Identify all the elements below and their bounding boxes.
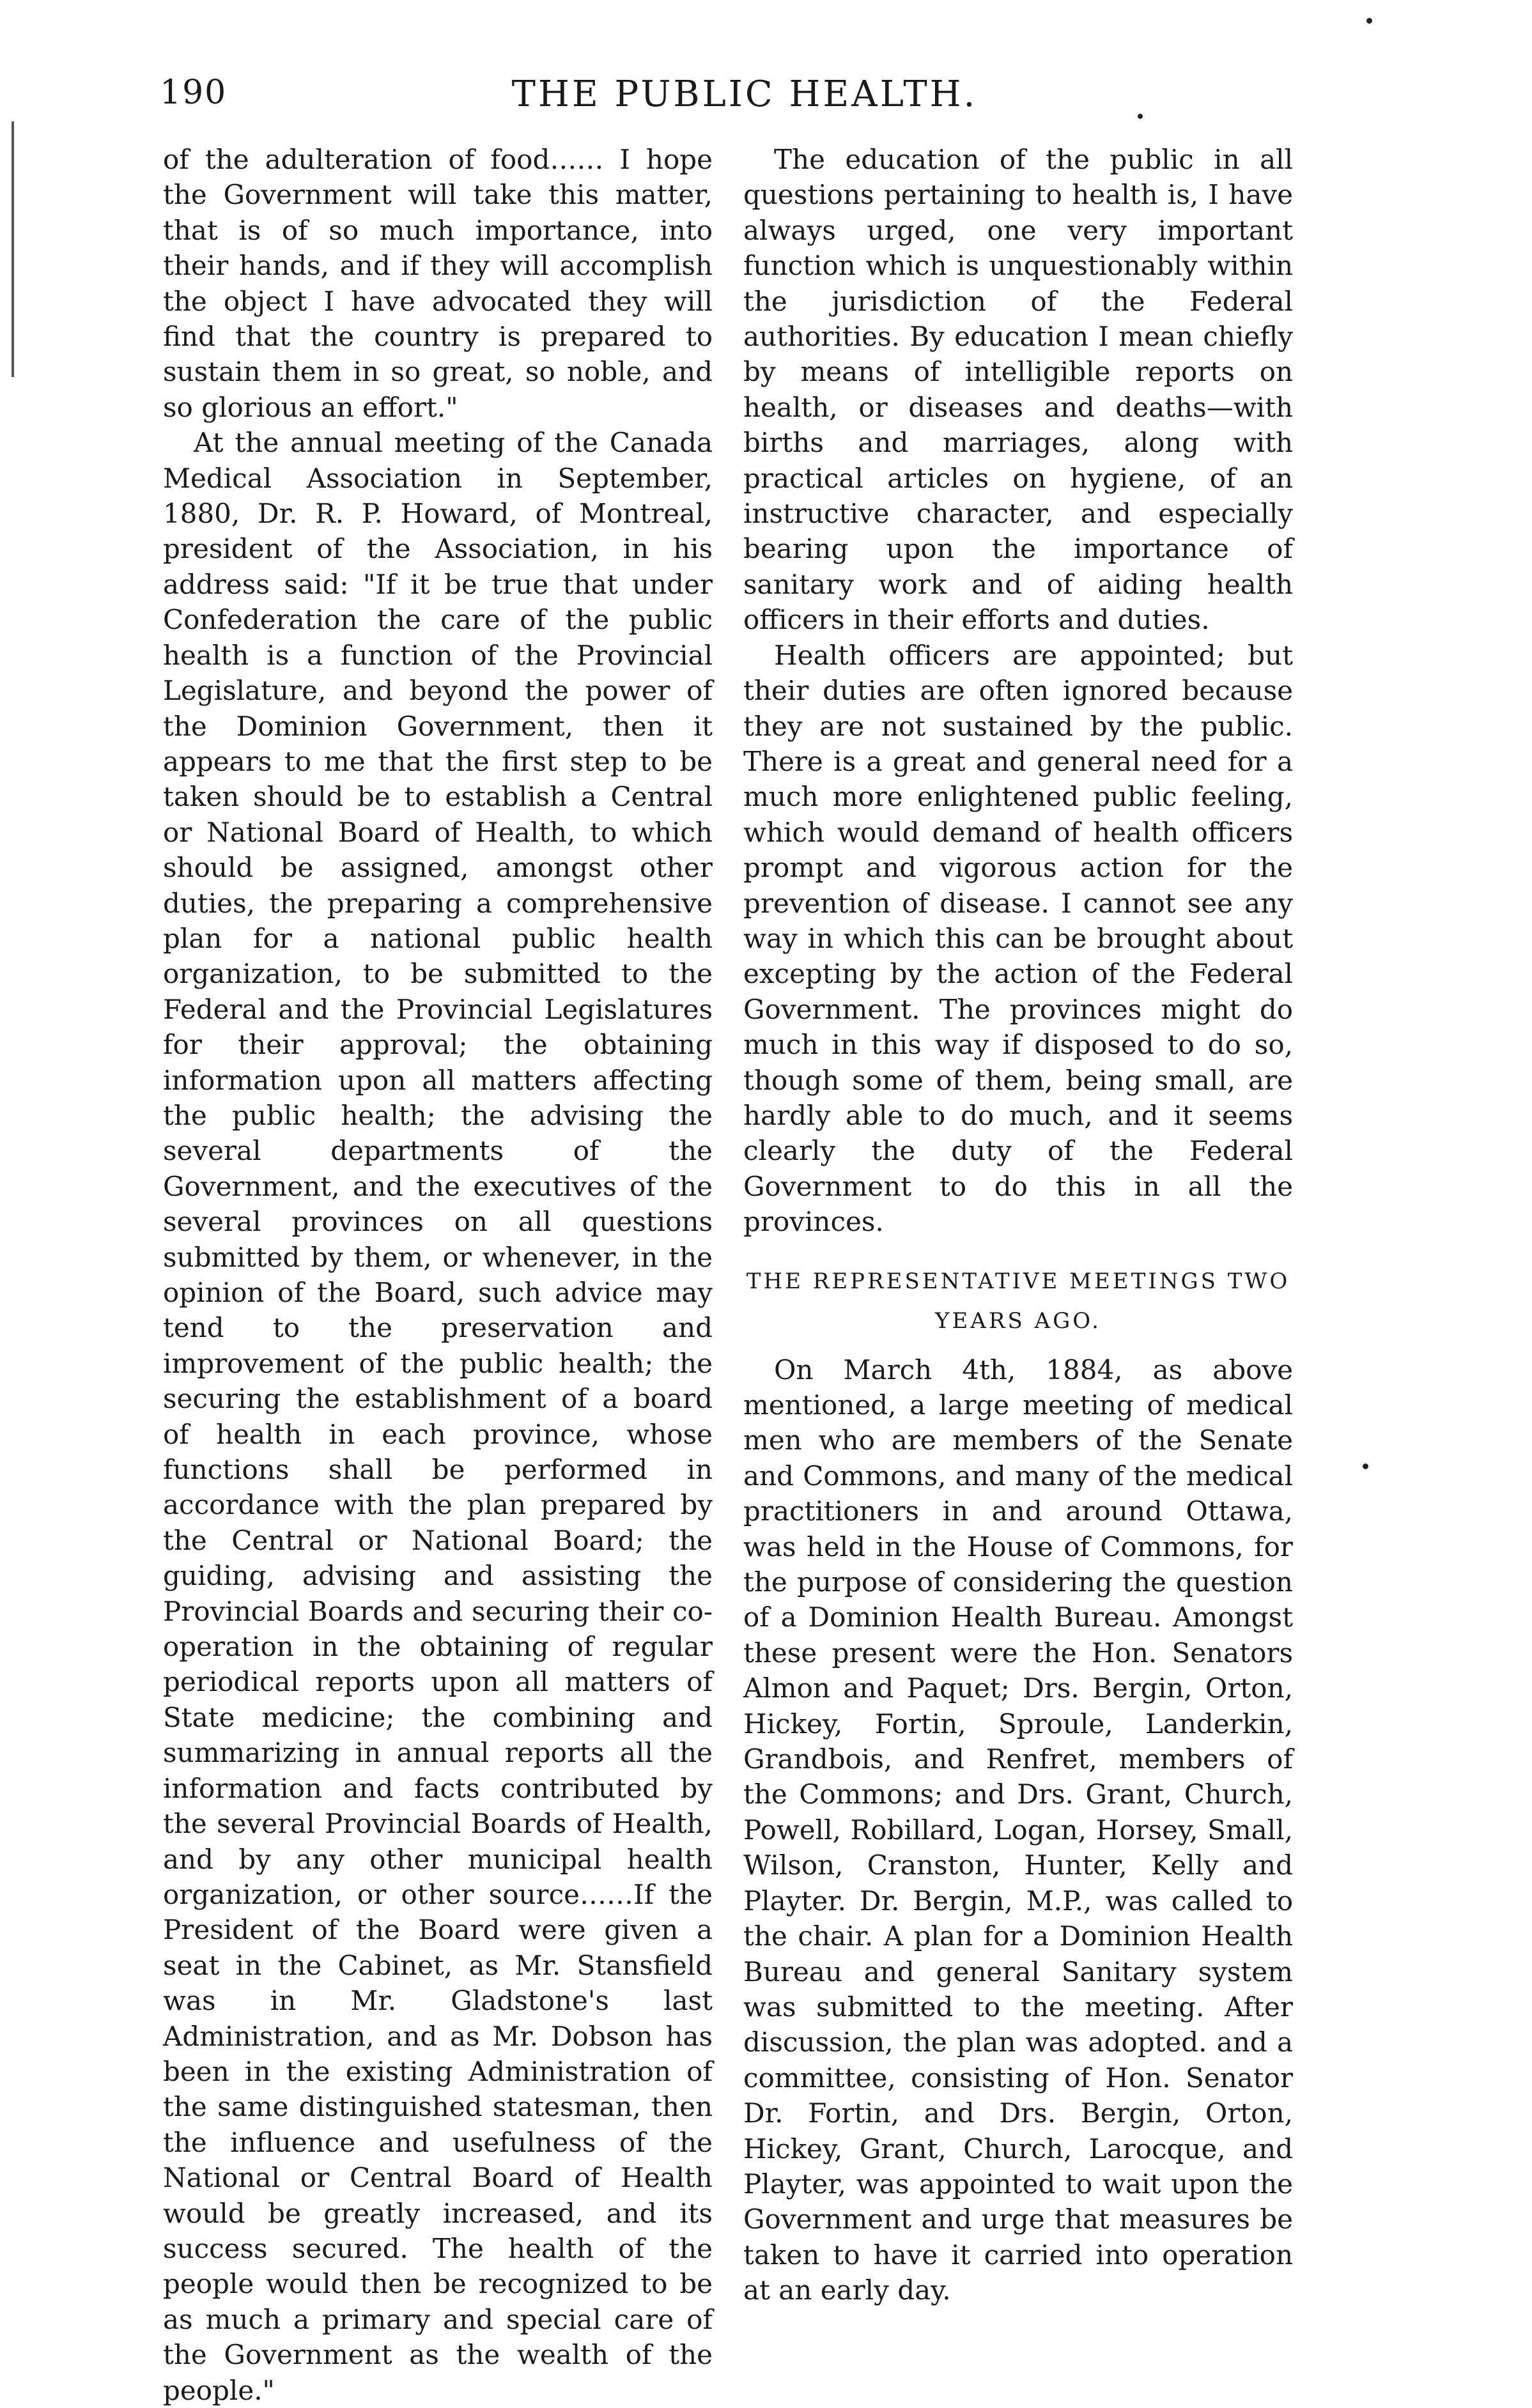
page-header	[160, 73, 1329, 125]
running-title: THE PUBLIC HEALTH.	[511, 73, 978, 115]
section-heading-line: YEARS AGO.	[935, 1308, 1101, 1334]
page-number: 190	[160, 73, 228, 112]
section-heading-line: THE REPRESENTATIVE MEETINGS TWO	[746, 1268, 1290, 1294]
section-heading	[743, 1262, 1293, 1341]
paragraph: of the adulteration of food…… I hope the Government will take this matter, that is of so much importance, into their hands, and if they will accomplish the object I have advocated they will find that the country is prepared to sustain them in so great, so noble, and so glorious an effort."	[163, 144, 713, 423]
paragraph: On March 4th, 1884, as above mentioned, a large meeting of medical men who are members of the Senate and Commons, and many of the medical practitioners in and around Ottawa, was held in the House of Commons, for the purpose of considering the question of a Dominion Health Bureau. Amongst these present were the Hon. Senators Almon and Paquet; Drs. Bergin, Orton, Hickey, Fortin, Sproule, Landerkin, Grandbois, and Renfret, members of the Commons; and Drs. Grant, Church, Powell, Robillard, Logan, Horsey, Small, Wilson, Cranston, Hunter, Kelly and Playter. Dr. Bergin, M.P., was called to the chair. A plan for a Dominion Health Bureau and general Sanitary system was submitted to the meeting. After discussion, the plan was adopted. and a committee, consisting of Hon. Senator Dr. Fortin, and Drs. Bergin, Orton, Hickey, Grant, Church, Larocque, and Playter, was appointed to wait upon the Government and urge that measures be taken to have it carried into operation at an early day.	[743, 1354, 1293, 2306]
paragraph: Health officers are appointed; but their duties are often ignored because they are not sustained by the public. There is a great and general need for a much more enlightened public feeling, which would demand of health officers prompt and vigorous action for the prevention of disease. I cannot see any way in which this can be brought about excepting by the action of the Federal Government. The provinces might do much in this way if disposed to do so, though some of them, being small, are hardly able to do much, and it seems clearly the duty of the Federal Government to do this in all the provinces.	[743, 639, 1293, 1238]
margin-rule	[12, 121, 14, 377]
paragraph: The education of the public in all questions pertaining to health is, I have always urged, one very important function which is unquestionably within the jurisdiction of the Federal authorities. By education I mean chiefly by means of intelligible reports on health, or diseases and deaths—with births and marriages, along with practical articles on hygiene, of an instructive character, and especially bearing upon the importance of sanitary work and of aiding health officers in their efforts and duties.	[743, 144, 1293, 636]
print-speck	[1363, 1463, 1368, 1469]
paragraph: At the annual meeting of the Canada Medical Association in September, 1880, Dr. R. P. Howard, of Montreal, president of the Association, in his address said: "If it be true that under Confederation the care of the public health is a function of the Provincial Legislature, and beyond the power of the Dominion Government, then it appears to me that the first step to be taken should be to establish a Central or National Board of Health, to which should be assigned, amongst other duties, the preparing a comprehensive plan for a national public health organization, to be submitted to the Federal and the Provincial Legislatures for their approval; the obtaining information upon all matters affecting the public health; the advising the several departments of the Government, and the executives of the several provinces on all questions submitted by them, or whenever, in the opinion of the Board, such advice may tend to the preservation and improvement of the public health; the securing the establishment of a board of health in each province, whose functions shall be performed in accordance with the plan prepared by the Central or National Board; the guiding, advising and assisting the Provincial Boards and securing their co-operation in the obtaining of regular periodical reports upon all matters of State medicine; the combining and summarizing in annual reports all the information and facts contributed by the several Provincial Boards of Health, and by any other municipal health organization, or other source……If the President of the Board were given a seat in the Cabinet, as Mr. Stansfield was in Mr. Gladstone's last Administration, and as Mr. Dobson has been in the existing Administration of the same distinguished statesman, then the influence and usefulness of the National or Central Board of Health would be greatly increased, and its success secured. The health of the people would then be recognized to be as much a primary and special care of the Government as the wealth of the people."	[163, 427, 713, 2406]
right-column	[743, 142, 1293, 2308]
print-speck	[1366, 18, 1372, 24]
left-column	[163, 142, 713, 2408]
